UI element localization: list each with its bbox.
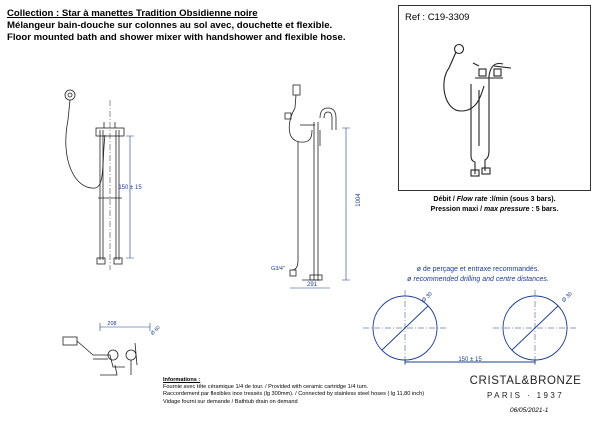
flow-label-en: Flow rate: [456, 196, 488, 203]
collection-title: Collection : Star à manettes Tradition Obsidienne noire: [7, 8, 258, 19]
hole-spacing-dimension: [450, 354, 490, 364]
document-date: 06/05/2021-1: [510, 407, 549, 414]
information-heading: Informations :: [163, 377, 201, 383]
brand-logo: CRISTAL&BRONZE: [469, 375, 582, 387]
flow-label-fr: Débit /: [433, 196, 457, 203]
hole-spacing-label: 150 ± 15: [458, 357, 482, 363]
product-title-en: Floor mounted bath and shower mixer with handshower and flexible hose.: [7, 32, 346, 43]
top-width-label: 208: [107, 321, 117, 327]
depth-label: 291: [306, 282, 318, 288]
thread-label: G3/4": [271, 266, 285, 272]
hole-diameter-left-label: Ø 30: [421, 291, 434, 304]
height-dimension: [348, 185, 362, 215]
reference-box: [398, 5, 591, 191]
pressure-spec: [398, 206, 591, 213]
front-spacing-label: 150 ± 15: [118, 185, 142, 191]
brand-subtitle: PARIS · 1937: [486, 391, 565, 400]
thread-dimension: [270, 263, 290, 273]
flow-rate-spec: [398, 196, 591, 203]
hole-diameter-left: [418, 290, 438, 304]
product-title-fr: Mélangeur bain-douche sur colonnes au sol avec, douchette et flexible.: [7, 20, 333, 31]
information-line: Vidage fourni sur demande / Bathtub drain on demand: [163, 398, 298, 405]
flow-value: :l/min (sous 3 bars).: [487, 196, 556, 203]
reference-code: Ref : C19-3309: [405, 12, 470, 23]
depth-dimension: [302, 279, 322, 289]
pressure-value: : 5 bars.: [529, 206, 559, 213]
angle-label: Ø 60: [149, 325, 162, 337]
drilling-title-fr: ø de perçage et entraxe recommandés.: [416, 266, 540, 273]
drilling-title-en: ø recommended drilling and centre distances.: [407, 276, 549, 283]
pressure-label-en: max pressure: [483, 206, 530, 213]
height-label: 1004: [356, 193, 362, 207]
product-illustration: [399, 6, 592, 192]
top-width-dimension: [98, 319, 138, 329]
information-line: Fournie avec tête céramique 1/4 de tour. / Provided with ceramic cartridge 1/4 turn.: [163, 384, 369, 391]
hole-diameter-right: [558, 290, 578, 304]
front-spacing-dimension: [110, 180, 150, 192]
angle-dimension: [148, 325, 166, 337]
information-line: Raccordement par flexibles inox tressés (lg 300mm). / Connected by stainless steel hoses ( lg 11,80 inch): [163, 391, 425, 398]
pressure-label-fr: Pression maxi /: [430, 206, 484, 213]
hole-diameter-right-label: Ø 30: [561, 291, 574, 304]
information-block: [163, 377, 424, 406]
